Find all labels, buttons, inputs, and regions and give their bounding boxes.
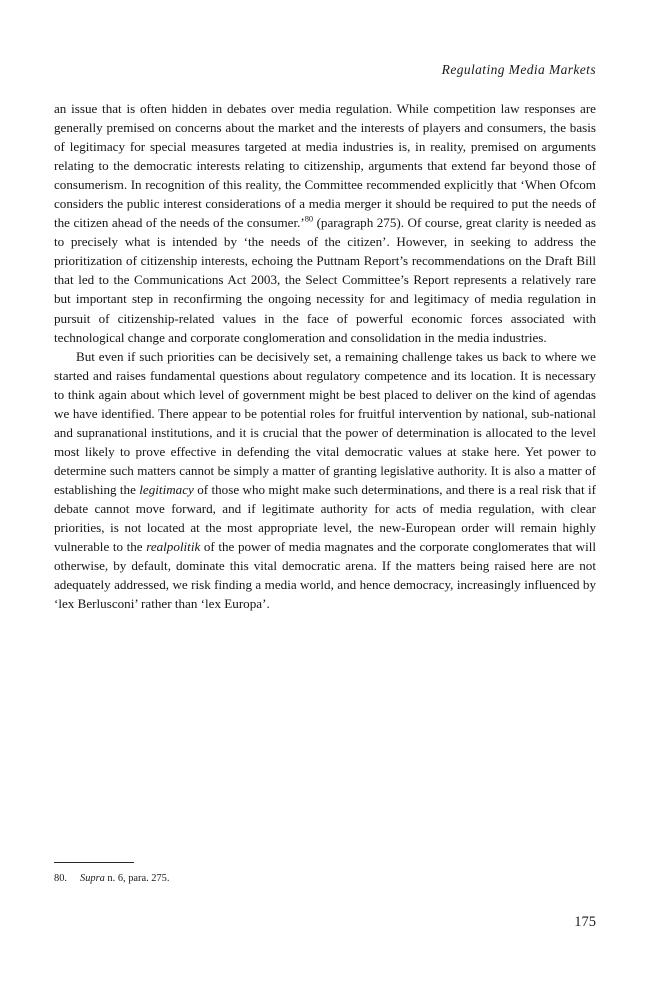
body-text-block [54, 99, 596, 613]
text-run: (paragraph 275). Of course, great clarity is needed as to precisely what is intended by ‘the needs of the citizen’. However, in seeking to address the prioritization of citizenship interests, echoing the Puttnam Report’s recommendations on the Draft Bill that led to the Communications Act 2003, the Select Committee’s Report represents a relatively rare but important step in reconfirming the ongoing necessity for and legitimacy of media regulation in pursuit of citizenship-related values in the face of powerful economic forces associated with technological change and corporate conglomeration and consolidation in the media industries. [54, 215, 597, 345]
footnote-separator-rule [54, 862, 134, 863]
italic-phrase: legitimacy [139, 481, 194, 497]
body-paragraph [54, 99, 596, 347]
text-run: But even if such priorities can be decisively set, a remaining challenge takes us back to where we started and raises fundamental questions about regulatory competence and its location. It is necessary to think again about which level of government might be best placed to deliver on the kind of agendas we have identified. There appear to be potential roles for fruitful intervention by national, sub-national and supranational institutions, and it is crucial that the power of determination is allocated to the level most likely to prove effective in defending the vital democratic values at stake here. Yet power to determine such matters cannot be simply a matter of granting legislative authority. It is also a matter of establishing the [54, 348, 596, 497]
text-run: of the power of media magnates and the corporate conglomerates that will otherwise, by default, dominate this vital democratic arena. If the matters being raised here are not adequately addressed, we risk finding a media world, and hence democracy, increasingly influenced by ‘lex Berlusconi’ rather than ‘lex Europa’. [54, 539, 596, 612]
footnote-zone [54, 862, 596, 886]
footnote-number: 80. [54, 873, 67, 884]
footnote-list [54, 872, 596, 886]
running-head: Regulating Media Markets [441, 62, 596, 77]
footnote-reference[interactable]: 80 [304, 214, 314, 224]
text-run: of those who might make such determinations, and there is a real risk that if debate cannot move forward, and if legitimate authority for acts of media regulation, with clear priorities, is not located at the most appropriate level, the new-European order will remain highly vulnerable to the [54, 481, 596, 555]
text-run: n. 6, para. 275. [104, 873, 170, 884]
page-number: 175 [574, 914, 596, 930]
body-paragraph [54, 347, 596, 614]
italic-phrase: Supra [80, 873, 105, 884]
footnote-entry [54, 872, 596, 886]
text-run: an issue that is often hidden in debates over media regulation. While competition law responses are generally premised on concerns about the market and the interests of players and consumers, the basis of legitimacy for special measures targeted at media industries is, in reality, premised on arguments relating to the democratic interests relating to citizenship, arguments that extend far beyond those of consumerism. In recognition of this reality, the Committee recommended explicitly that ‘When Ofcom considers the public interest considerations of a media merger it should be required to put the needs of the citizen ahead of the needs of the consumer.’ [54, 101, 596, 231]
italic-phrase: realpolitik [146, 539, 201, 555]
